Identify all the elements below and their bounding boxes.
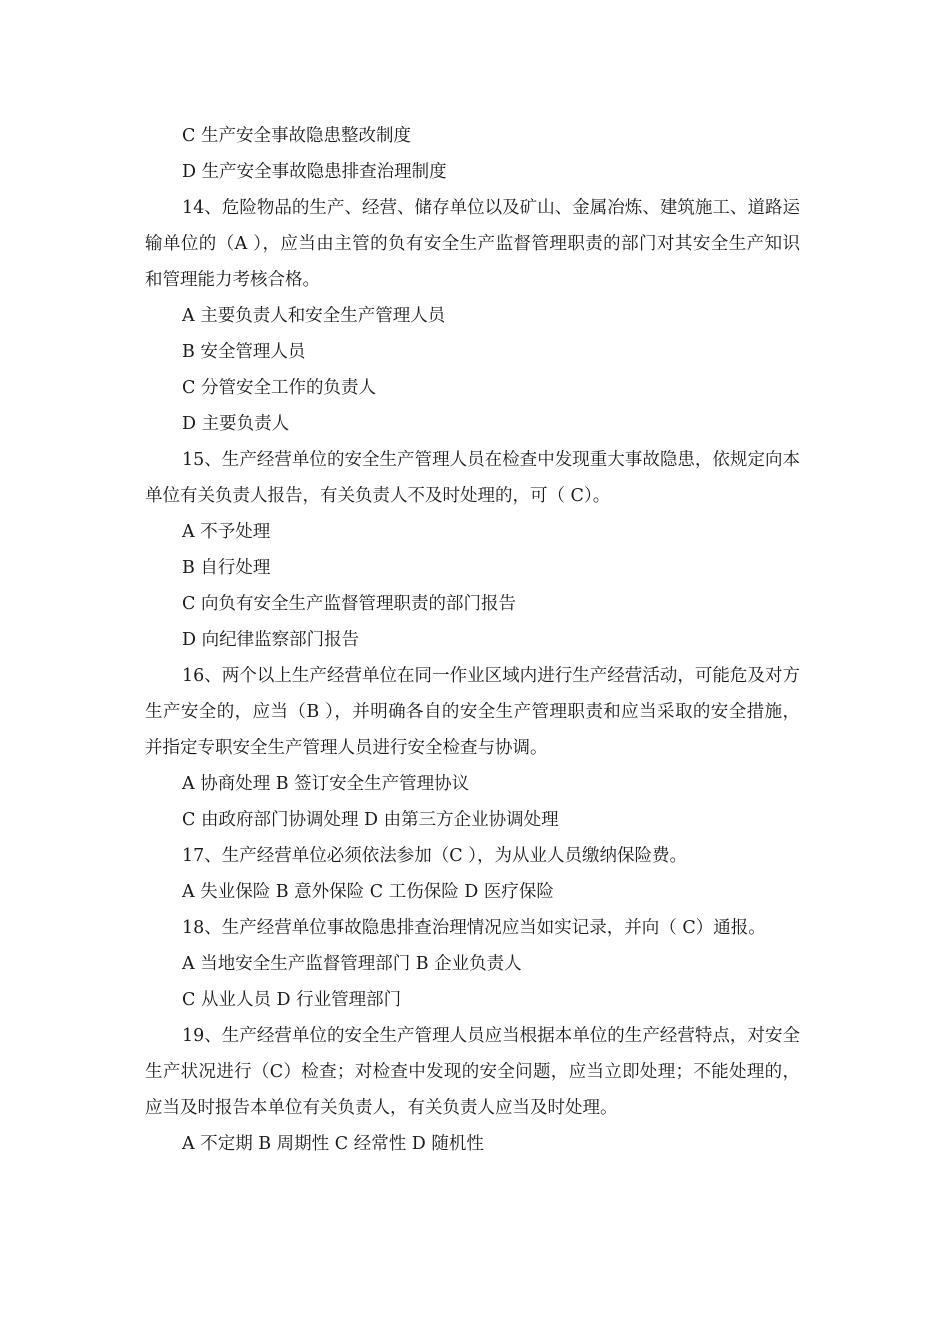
question-14: 14、危险物品的生产、经营、储存单位以及矿山、金属冶炼、建筑施工、道路运输单位的（A ），应当由主管的负有安全生产监督管理职责的部门对其安全生产知识和管理能力考核合格。 xyxy=(145,198,800,290)
options-19: A 不定期 B 周期性 C 经常性 D 随机性 xyxy=(182,1134,484,1154)
option-15a: A 不予处理 xyxy=(182,522,271,542)
option-14b: B 安全管理人员 xyxy=(182,342,306,362)
question-19: 19、生产经营单位的安全生产管理人员应当根据本单位的生产经营特点，对安全生产状况进行（C）检查；对检查中发现的安全问题，应当立即处理；不能处理的，应当及时报告本单位有关负责人，有关负责人应当及时处理。 xyxy=(145,1026,800,1118)
options-18ab: A 当地安全生产监督管理部门 B 企业负责人 xyxy=(182,954,522,974)
question-15: 15、生产经营单位的安全生产管理人员在检查中发现重大事故隐患，依规定向本单位有关负责人报告，有关负责人不及时处理的，可（ C）。 xyxy=(145,450,800,506)
question-16: 16、两个以上生产经营单位在同一作业区域内进行生产经营活动，可能危及对方生产安全的，应当（B ），并明确各自的安全生产管理职责和应当采取的安全措施，并指定专职安全生产管理人员进行安全检查与协调。 xyxy=(145,666,800,758)
option-15d: D 向纪律监察部门报告 xyxy=(182,630,360,650)
option-15c: C 向负有安全生产监督管理职责的部门报告 xyxy=(182,594,516,614)
option-13c: C 生产安全事故隐患整改制度 xyxy=(182,126,411,146)
options-17: A 失业保险 B 意外保险 C 工伤保险 D 医疗保险 xyxy=(182,882,554,902)
options-18cd: C 从业人员 D 行业管理部门 xyxy=(182,990,402,1010)
option-14d: D 主要负责人 xyxy=(182,414,290,434)
question-17: 17、生产经营单位必须依法参加（C ），为从业人员缴纳保险费。 xyxy=(182,846,687,866)
option-14a: A 主要负责人和安全生产管理人员 xyxy=(182,306,446,326)
document-body xyxy=(145,118,800,1162)
option-14c: C 分管安全工作的负责人 xyxy=(182,378,376,398)
option-15b: B 自行处理 xyxy=(182,558,271,578)
options-16ab: A 协商处理 B 签订安全生产管理协议 xyxy=(182,774,470,794)
option-13d: D 生产安全事故隐患排查治理制度 xyxy=(182,162,447,182)
options-16cd: C 由政府部门协调处理 D 由第三方企业协调处理 xyxy=(182,810,559,830)
question-18: 18、生产经营单位事故隐患排查治理情况应当如实记录，并向（ C）通报。 xyxy=(182,918,766,938)
